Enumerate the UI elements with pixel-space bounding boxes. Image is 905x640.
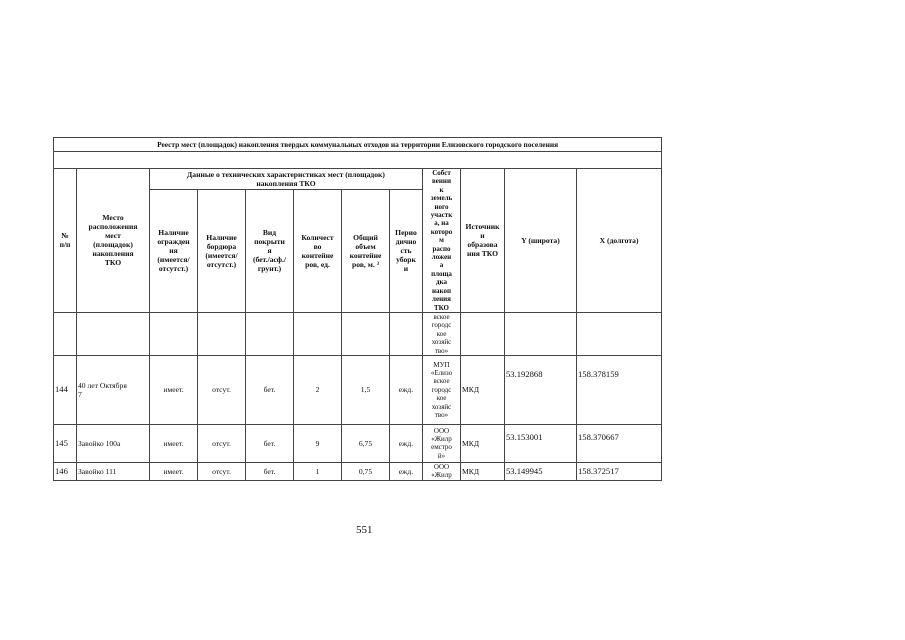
row-border: отсут.	[198, 355, 246, 424]
header-fence: Наличие огражден ия (имеется/ отсутст.)	[150, 190, 198, 313]
row-fence: имеет.	[150, 462, 198, 480]
table-row	[54, 424, 662, 462]
row-cover: бет.	[246, 462, 294, 480]
header-border: Наличие бордюра (имеется/ отсутст.)	[198, 190, 246, 313]
row-place: 40 лет Октября 7	[77, 355, 150, 424]
registry-table	[53, 137, 662, 481]
blank-row	[54, 152, 662, 169]
row-num: 144	[54, 355, 77, 424]
row-volume: 6,75	[342, 424, 390, 462]
header-cover: Вид покрыти я (бет./асф./ грунт.)	[246, 190, 294, 313]
table-title: Реестр мест (площадок) накопления твердых коммунальных отходов на территории Елизовского городского поселения	[54, 138, 662, 152]
header-tech-group: Данные о технических характеристиках мест (площадок) накопления ТКО	[150, 169, 423, 190]
header-count: Количест во контейне ров, ед.	[294, 190, 342, 313]
continuation-row	[54, 312, 662, 355]
row-fence: имеет.	[150, 355, 198, 424]
row-longitude: 158.378159	[577, 355, 662, 424]
row-num: 146	[54, 462, 77, 480]
header-owner: Собст венни к земель ного участк а, на которо м распо ложен а площа дка накоп ления ТКО	[423, 169, 461, 313]
row-volume: 0,75	[342, 462, 390, 480]
row-latitude: 53.192868	[505, 355, 577, 424]
row-count: 1	[294, 462, 342, 480]
row-cover: бет.	[246, 424, 294, 462]
row-volume: 1,5	[342, 355, 390, 424]
row-num: 145	[54, 424, 77, 462]
row-longitude: 158.372517	[577, 462, 662, 480]
row-latitude: 53.149945	[505, 462, 577, 480]
row-border: отсут.	[198, 462, 246, 480]
header-frequency: Перио дично сть уборк и	[390, 190, 423, 313]
header-volume: Общий объем контейне ров, м. ³	[342, 190, 390, 313]
row-source: МКД	[461, 424, 505, 462]
continuation-owner: вское городс кое хозяйс тво»	[423, 312, 461, 355]
header-place: Место расположения мест (площадок) накопления ТКО	[77, 169, 150, 313]
row-owner: ООО «Жилр емстро й»	[423, 424, 461, 462]
table-row	[54, 355, 662, 424]
row-owner: МУП «Елизо вское городс кое хозяйс тво»	[423, 355, 461, 424]
row-cover: бет.	[246, 355, 294, 424]
row-frequency: ежд.	[390, 462, 423, 480]
row-source: МКД	[461, 355, 505, 424]
header-source: Источник и образова ния ТКО	[461, 169, 505, 313]
row-count: 2	[294, 355, 342, 424]
row-latitude: 53.153001	[505, 424, 577, 462]
row-frequency: ежд.	[390, 355, 423, 424]
header-latitude: Y (широта)	[505, 169, 577, 313]
page-number: 551	[356, 524, 373, 536]
row-source: МКД	[461, 462, 505, 480]
row-frequency: ежд.	[390, 424, 423, 462]
row-count: 9	[294, 424, 342, 462]
row-longitude: 158.370667	[577, 424, 662, 462]
header-longitude: X (долгота)	[577, 169, 662, 313]
row-place: Завойко 100а	[77, 424, 150, 462]
row-border: отсут.	[198, 424, 246, 462]
header-num: № п/п	[54, 169, 77, 313]
row-fence: имеет.	[150, 424, 198, 462]
table-row	[54, 462, 662, 480]
row-place: Завойко 111	[77, 462, 150, 480]
row-owner: ООО «Жилр	[423, 462, 461, 480]
